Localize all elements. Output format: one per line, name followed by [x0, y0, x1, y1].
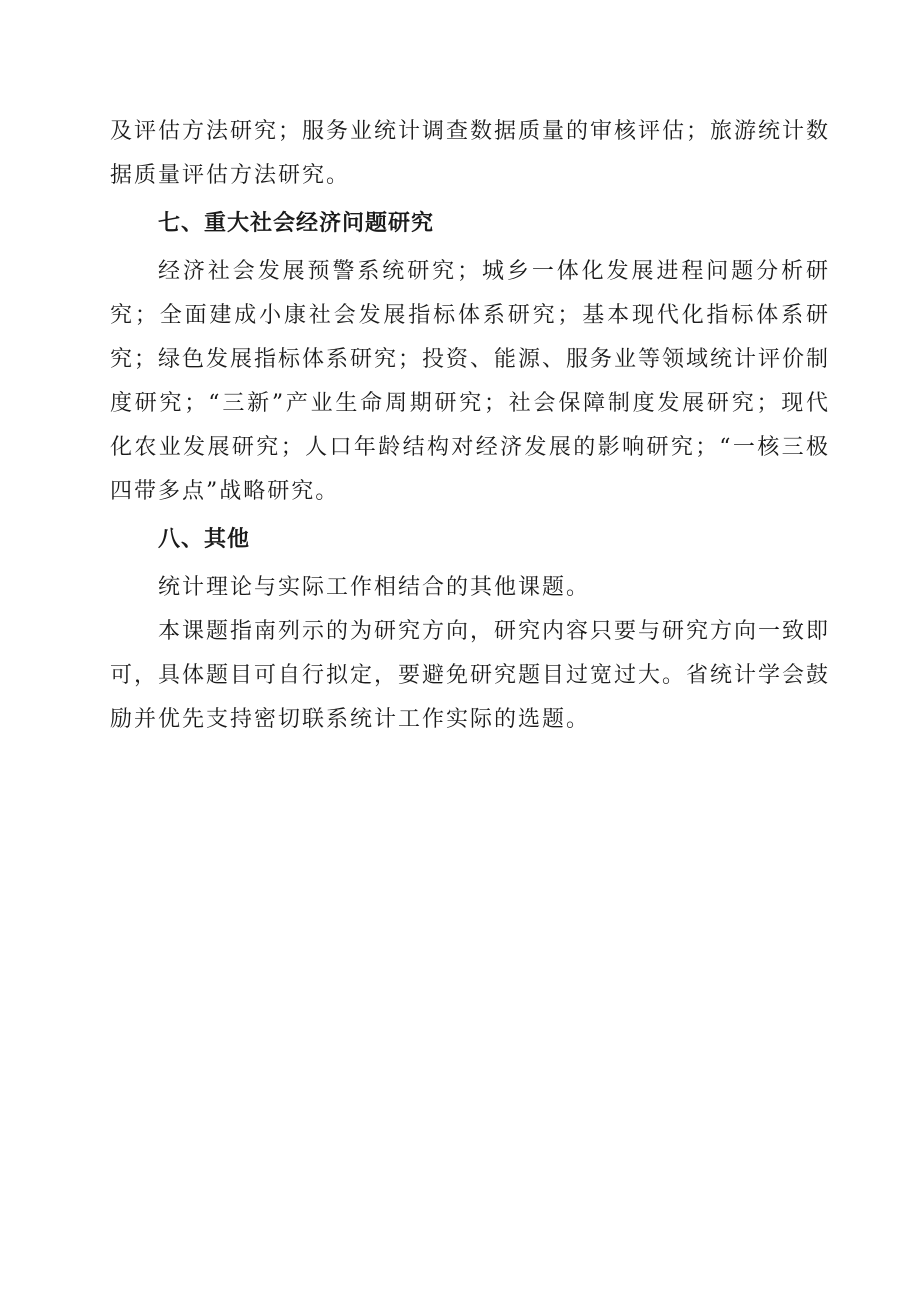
- section-7-heading: 七、重大社会经济问题研究: [158, 211, 435, 236]
- continuation-paragraph: 及评估方法研究；服务业统计调查数据质量的审核评估；旅游统计数据质量评估方法研究。: [110, 119, 831, 188]
- document-body: [110, 110, 830, 742]
- closing-note-paragraph: 本课题指南列示的为研究方向，研究内容只要与研究方向一致即可，具体题目可自行拟定，要避免研究题目过宽过大。省统计学会鼓励并优先支持密切联系统计工作实际的选题。: [110, 619, 831, 732]
- section-8-heading: 八、其他: [158, 527, 251, 552]
- section-8-body: 统计理论与实际工作相结合的其他课题。: [158, 575, 591, 600]
- section-7-body: 经济社会发展预警系统研究；城乡一体化发展进程问题分析研究；全面建成小康社会发展指标体系研究；基本现代化指标体系研究；绿色发展指标体系研究；投资、能源、服务业等领域统计评价制度研究；“三新”产业生命周期研究；社会保障制度发展研究；现代化农业发展研究；人口年龄结构对经济发展的影响研究；“一核三极四带多点”战略研究。: [110, 259, 831, 504]
